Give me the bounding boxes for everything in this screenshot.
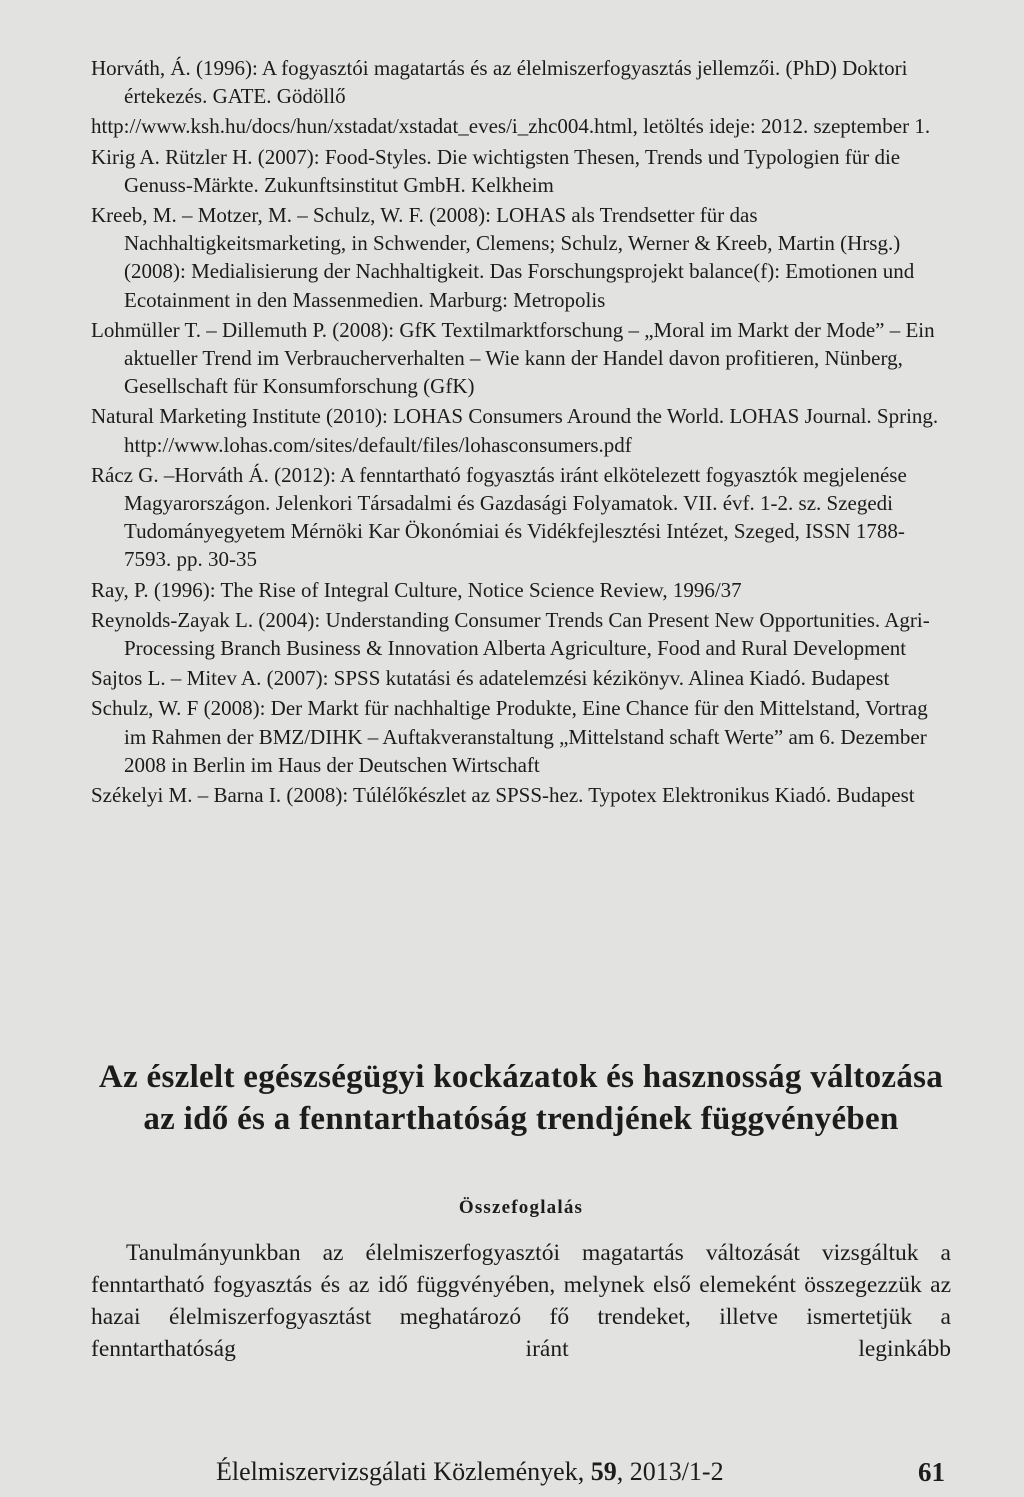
reference-item: Natural Marketing Institute (2010): LOHAS Consumers Around the World. LOHAS Journal. Spring. http://www.lohas.com/sites/default/files/lohasconsumers.pdf bbox=[91, 404, 939, 457]
reference-list bbox=[91, 54, 951, 811]
reference-item: Schulz, W. F (2008): Der Markt für nachhaltige Produkte, Eine Chance für den Mittelstand, Vortrag im Rahmen der BMZ/DIHK – Auftakveranstaltung „Mittelstand schaft Werte” am 6. Dezember 2008 in Berlin im Haus der Deutschen Wirtschaft bbox=[91, 696, 928, 777]
reference-item: Lohmüller T. – Dillemuth P. (2008): GfK Textilmarktforschung – „Moral im Markt der Mode” – Ein aktueller Trend im Verbraucherverhalten – Wie kann der Handel davon profitieren, Nünberg, Gesellschaft für Konsumforschung (GfK) bbox=[91, 317, 935, 399]
article-title: Az észlelt egészségügyi kockázatok és hasznosság változása az idő és a fenntarthatóság trendjének függvényében bbox=[98, 1059, 944, 1137]
journal-issue: , 2013/1-2 bbox=[616, 1457, 724, 1486]
reference-item: Sajtos L. – Mitev A. (2007): SPSS kutatási és adatelemzési kézikönyv. Alinea Kiadó. Budapest bbox=[91, 666, 890, 691]
reference-item: Reynolds-Zayak L. (2004): Understanding Consumer Trends Can Present New Opportunities. Agri-Processing Branch Business & Innovation Alberta Agriculture, Food and Rural Development bbox=[91, 607, 930, 661]
reference-item: http://www.ksh.hu/docs/hun/xstadat/xstadat_eves/i_zhc004.html, letöltés ideje: 2012. szeptember 1. bbox=[91, 114, 931, 139]
reference-item: Kreeb, M. – Motzer, M. – Schulz, W. F. (2008): LOHAS als Trendsetter für das Nachhaltigkeitsmarketing, in Schwender, Clemens; Schulz, Werner & Kreeb, Martin (Hrsg.) (2008): Medialisierung der Nachhaltigkeit. Das Forschungsprojekt balance(f): Emotionen und Ecotainment in den Massenmedien. Marburg: Metropolis bbox=[91, 203, 915, 312]
reference-item: Ray, P. (1996): The Rise of Integral Culture, Notice Science Review, 1996/37 bbox=[91, 577, 742, 602]
abstract-heading: Összefoglalás bbox=[458, 1197, 584, 1218]
reference-item: Horváth, Á. (1996): A fogyasztói magatartás és az élelmiszerfogyasztás jellemzői. (PhD) Doktori értekezés. GATE. Gödöllő bbox=[91, 56, 908, 109]
reference-item: Rácz G. –Horváth Á. (2012): A fenntartható fogyasztás iránt elkötelezett fogyasztók megjelenése Magyarországon. Jelenkori Társadalmi és Gazdasági Folyamatok. VII. évf. 1-2. sz. Szegedi Tudományegyetem Mérnöki Kar Ökonómiai és Vidékfejlesztési Intézet, Szeged, ISSN 1788-7593. pp. 30-35 bbox=[91, 462, 907, 572]
page-footer bbox=[91, 1455, 951, 1489]
abstract-text: Tanulmányunkban az élelmiszerfogyasztói magatartás változását vizsgáltuk a fenntartható fogyasztás és az idő függvényében, melynek első elemeként összegezzük az hazai élelmiszerfogyasztást meghatározó fő trendeket, illetve ismertetjük a fenntarthatóság iránt leginkább bbox=[91, 1240, 951, 1362]
reference-item: Székelyi M. – Barna I. (2008): Túlélőkészlet az SPSS-hez. Typotex Elektronikus Kiadó. Budapest bbox=[91, 783, 915, 808]
journal-volume: 59 bbox=[590, 1457, 617, 1486]
journal-citation bbox=[216, 1455, 724, 1489]
journal-name: Élelmiszervizsgálati Közlemények, bbox=[216, 1457, 591, 1486]
reference-item: Kirig A. Rützler H. (2007): Food-Styles. Die wichtigsten Thesen, Trends und Typologien für die Genuss-Märkte. Zukunftsinstitut GmbH. Kelkheim bbox=[91, 144, 901, 197]
page-number: 61 bbox=[918, 1457, 945, 1487]
